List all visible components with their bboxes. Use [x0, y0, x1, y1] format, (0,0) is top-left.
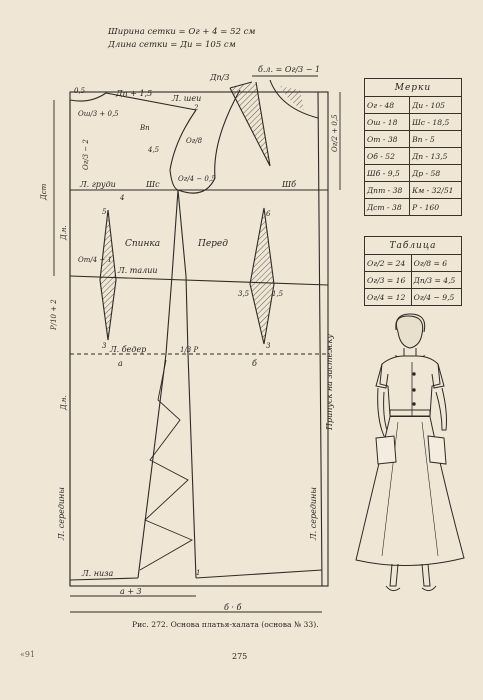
corner-mark: «91: [20, 650, 36, 659]
num-15: 1,5: [272, 290, 284, 298]
label-chest-line: Л. груди: [80, 180, 116, 189]
num-5: 5: [102, 208, 107, 216]
grid-length-formula: Длина сетки = Ди = 105 см: [108, 40, 236, 50]
c-cell: Ог/8 = 6: [411, 255, 461, 272]
num-45: 4,5: [148, 146, 160, 154]
label-center-front: Л. середины: [309, 487, 318, 540]
c-cell: Дп/3 = 4,5: [411, 272, 461, 289]
label-placket: Припуск на застежку: [325, 334, 334, 430]
label-dn-lower: Д.н.: [60, 395, 68, 410]
num-3-b: 3: [266, 342, 271, 350]
label-ot4: От/4 − 1: [78, 256, 112, 264]
label-waist-line: Л. талии: [118, 266, 158, 275]
label-p-third: 1/3 Р: [180, 346, 199, 354]
m-cell: Вп - 5: [410, 131, 462, 148]
grid-width-formula: Ширина сетки = Ог + 4 = 52 см: [108, 27, 256, 37]
num-1: 1: [196, 569, 201, 577]
label-p10: Р/10 + 2: [50, 299, 58, 330]
label-dp-plus: Дп + 1,5: [116, 89, 153, 98]
c-cell: Ог/4 = 12: [365, 289, 412, 306]
label-og4: Ог/4 − 0,5: [178, 175, 216, 183]
label-neck-depth: Ош/3 + 0,5: [78, 110, 119, 118]
label-front-height: Ог/2 + 0,5: [331, 114, 339, 152]
m-cell: Дст - 38: [365, 199, 410, 216]
label-dn: Д.н.: [60, 225, 68, 240]
num-35: 3,5: [238, 290, 250, 298]
placket-line: [318, 92, 322, 586]
label-og3: Ог/3 − 2: [82, 139, 90, 170]
label-shoulder-width: б.л. = Ог/3 − 1: [258, 65, 321, 74]
label-shs: Шс: [146, 180, 160, 189]
front-side-seam: [178, 190, 199, 578]
label-b: б: [252, 359, 257, 368]
grid-frame: [70, 92, 328, 586]
m-cell: Дпт - 38: [365, 182, 410, 199]
m-cell: Др - 58: [410, 165, 462, 182]
label-og8: Ог/8: [186, 137, 203, 145]
m-cell: Ог - 48: [365, 97, 410, 114]
m-cell: От - 38: [365, 131, 410, 148]
label-dim-a: а + 3: [120, 587, 142, 596]
c-cell: Ог/4 − 9,5: [411, 289, 461, 306]
c-cell: Ог/2 = 24: [365, 255, 412, 272]
measurements-table: [364, 78, 462, 216]
num-2: 2: [194, 104, 199, 112]
hem-back: [70, 578, 138, 580]
label-vp: Вп: [140, 124, 150, 132]
label-shb: Шб: [282, 180, 297, 189]
m-cell: Ди - 105: [410, 97, 462, 114]
label-neck: Л. шеи: [172, 94, 202, 103]
label-dim-b: б · б: [224, 603, 242, 612]
label-front: Перед: [198, 239, 228, 249]
label-dst: Дст: [40, 183, 48, 200]
calc-title: Таблица: [365, 237, 462, 255]
label-hip-line: Л. бедер: [110, 345, 147, 354]
hem-front: [196, 570, 322, 578]
measurements-title: Мерки: [365, 79, 462, 97]
m-cell: Ош - 18: [365, 114, 410, 131]
m-cell: Км - 32/51: [410, 182, 462, 199]
c-cell: Ог/3 = 16: [365, 272, 412, 289]
label-hem: Л. низа: [82, 569, 114, 578]
num-3-a: 3: [102, 342, 107, 350]
label-back: Спинка: [125, 239, 161, 249]
num-4: 4: [120, 194, 125, 202]
num-05-a: 0,5: [74, 87, 86, 95]
calc-table: [364, 236, 462, 306]
m-cell: Р - 160: [410, 199, 462, 216]
label-center-back: Л. середины: [57, 487, 66, 540]
m-cell: Об - 52: [365, 148, 410, 165]
m-cell: Дп - 13,5: [410, 148, 462, 165]
page-number: 275: [232, 652, 248, 661]
figure-caption: Рис. 272. Основа платья-халата (основа № 33).: [132, 620, 319, 629]
label-a: а: [118, 359, 123, 368]
m-cell: Шс - 18,5: [410, 114, 462, 131]
label-dp-shoulder: Дп/3: [210, 73, 230, 82]
num-6: 6: [266, 210, 271, 218]
m-cell: Шб - 9,5: [365, 165, 410, 182]
dress-illustration: [342, 312, 472, 602]
